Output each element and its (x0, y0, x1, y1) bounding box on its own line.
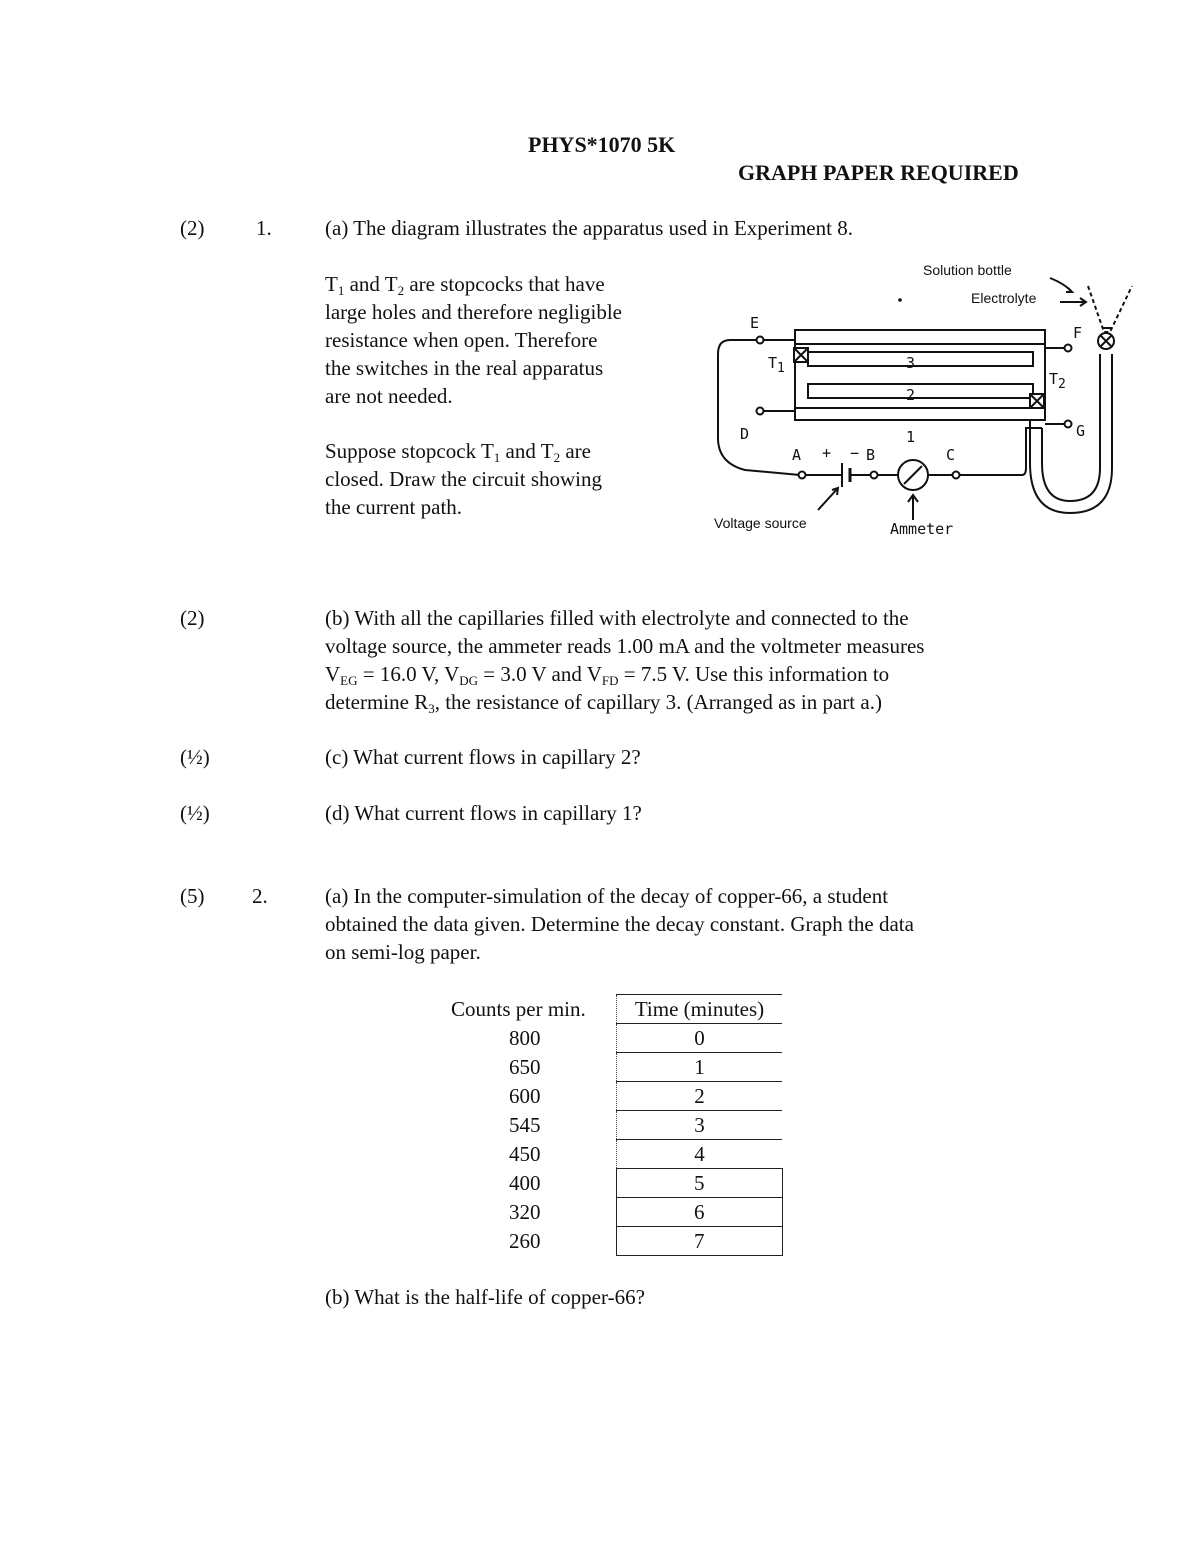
suppose-line-3: the current path. (325, 495, 463, 519)
desc-line-2: large holes and therefore negligible (325, 300, 622, 324)
label-voltage-source: Voltage source (714, 515, 807, 531)
label-capillary-2: 2 (906, 386, 916, 404)
time-cell: 5 (617, 1169, 783, 1198)
q1b-line-1: (b) With all the capillaries filled with electrolyte and connected to the (325, 606, 909, 630)
q1b-line-4: determine $R_3$, the resistance of capillary 3. (Arranged as in part a.) (325, 690, 882, 716)
q1b-marks: (2) (180, 606, 205, 630)
label-t1: $T_1$ (768, 354, 785, 376)
table-row (445, 1169, 782, 1198)
table-row (445, 1053, 782, 1082)
circuit-svg (700, 258, 1160, 548)
q2a-line-1: (a) In the computer-simulation of the decay of copper-66, a student (325, 884, 889, 908)
label-b: B (866, 446, 876, 464)
q2b-text: (b) What is the half-life of copper-66? (325, 1285, 645, 1309)
label-t2: $T_2$ (1049, 370, 1066, 392)
time-cell: 3 (617, 1111, 783, 1140)
time-cell: 7 (617, 1227, 783, 1256)
label-d: D (740, 425, 750, 443)
label-capillary-1: 1 (906, 428, 916, 446)
course-code: PHYS*1070 5K (528, 132, 676, 157)
time-cell: 2 (617, 1082, 783, 1111)
label-f: F (1073, 324, 1083, 342)
time-cell: 0 (617, 1024, 783, 1053)
q1c-text: (c) What current flows in capillary 2? (325, 745, 641, 769)
label-ammeter: Ammeter (890, 520, 954, 538)
suppose-line-1: Suppose stopcock $T_1$ and $T_2$ are (325, 439, 591, 465)
q2-marks: (5) (180, 884, 205, 908)
table-row (445, 1082, 782, 1111)
table-header-row (445, 995, 782, 1024)
graph-paper-required: GRAPH PAPER REQUIRED (738, 160, 1019, 185)
table-row (445, 1198, 782, 1227)
desc-line-4: the switches in the real apparatus (325, 356, 604, 380)
table-row (445, 1111, 782, 1140)
q1-marks: (2) (180, 216, 205, 240)
label-e: E (750, 314, 760, 332)
label-solution-bottle: Solution bottle (923, 262, 1012, 278)
label-plus: + (822, 444, 832, 462)
q1a-description (325, 270, 622, 410)
label-g: G (1076, 422, 1086, 440)
q2-number: 2. (252, 884, 268, 908)
counts-cell: 600 (445, 1082, 617, 1111)
counts-cell: 545 (445, 1111, 617, 1140)
header-counts: Counts per min. (445, 995, 617, 1024)
q1a-suppose (325, 437, 602, 521)
desc-line-5: are not needed. (325, 384, 453, 408)
desc-line-3: resistance when open. Therefore (325, 328, 598, 352)
q1b-line-2: voltage source, the ammeter reads 1.00 mA and the voltmeter measures (325, 634, 925, 658)
table-row (445, 1227, 782, 1256)
q2a-text (325, 882, 914, 966)
table-row (445, 1140, 782, 1169)
q1-number: 1. (256, 216, 272, 240)
q1d-text: (d) What current flows in capillary 1? (325, 801, 642, 825)
counts-cell: 450 (445, 1140, 617, 1169)
apparatus-diagram (700, 258, 1160, 548)
q1b-text (325, 604, 924, 716)
desc-line-1: $T_1$ and $T_2$ are stopcocks that have (325, 272, 605, 298)
label-minus: − (850, 444, 860, 462)
q2a-line-2: obtained the data given. Determine the decay constant. Graph the data (325, 912, 914, 936)
q1d-marks: (½) (180, 801, 210, 825)
time-cell: 4 (617, 1140, 783, 1169)
header-time: Time (minutes) (617, 995, 783, 1024)
label-capillary-3: 3 (906, 354, 916, 372)
time-cell: 6 (617, 1198, 783, 1227)
table-row (445, 1024, 782, 1053)
label-electrolyte: Electrolyte (971, 290, 1037, 306)
time-cell: 1 (617, 1053, 783, 1082)
counts-cell: 800 (445, 1024, 617, 1053)
counts-cell: 650 (445, 1053, 617, 1082)
q2a-line-3: on semi-log paper. (325, 940, 481, 964)
label-a: A (792, 446, 802, 464)
decay-data-table (445, 994, 783, 1256)
q1c-marks: (½) (180, 745, 210, 769)
counts-cell: 260 (509, 1229, 541, 1253)
label-c: C (946, 446, 956, 464)
suppose-line-2: closed. Draw the circuit showing (325, 467, 603, 491)
q1a-intro: (a) The diagram illustrates the apparatus used in Experiment 8. (325, 216, 853, 240)
counts-cell: 320 (509, 1200, 541, 1224)
q1b-line-3: $V_{EG} = 16.0$ V, $V_{DG} = 3.0$ V and $V_{FD} = 7.5$ V. Use this information to (325, 662, 890, 688)
counts-cell: 400 (509, 1171, 541, 1195)
